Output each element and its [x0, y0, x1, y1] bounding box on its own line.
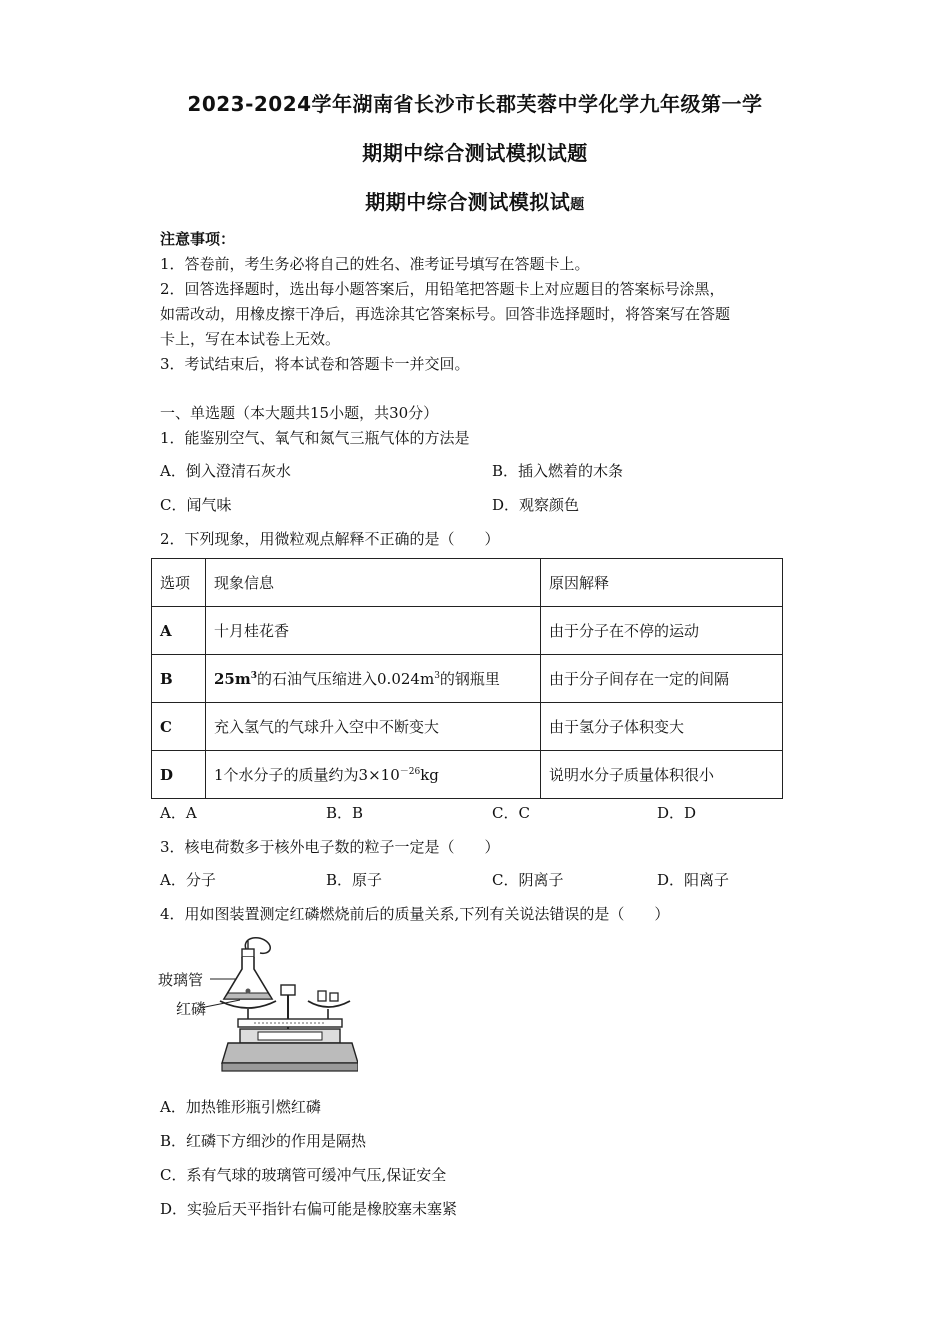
- notice-item-2-line-3: 卡上，写在本试卷上无效。: [160, 330, 341, 348]
- q4-option-c: C．系有气球的玻璃管可缓冲气压,保证安全: [160, 1166, 447, 1184]
- q2-header-phenomenon: 现象信息: [206, 559, 541, 607]
- q3-option-a: A．分子: [160, 871, 216, 889]
- q2-stem: 2．下列现象，用微粒观点解释不正确的是（ ）: [160, 530, 500, 548]
- q2-header-option: 选项: [152, 559, 206, 607]
- q2-row-d-phen-b: kg: [420, 766, 439, 784]
- notice-item-2-line-1: 2．回答选择题时，选出每小题答案后，用铅笔把答题卡上对应题目的答案标号涂黑，: [160, 280, 725, 298]
- q2-table: [151, 558, 783, 799]
- q2-row-c-reason: 由于氢分子体积变大: [541, 703, 783, 751]
- q2-header-reason: 原因解释: [541, 559, 783, 607]
- q3-option-c: C．阴离子: [492, 871, 564, 889]
- q1-stem: 1．能鉴别空气、氧气和氮气三瓶气体的方法是: [160, 429, 470, 447]
- q3-stem: 3．核电荷数多于核外电子数的粒子一定是（ ）: [160, 838, 500, 856]
- q2-row-b-reason: 由于分子间存在一定的间隔: [541, 655, 783, 703]
- table-row: [152, 751, 783, 799]
- q2-row-d-phen-a: 1个水分子的质量约为3×10: [214, 766, 400, 784]
- balance-apparatus-icon: [158, 935, 358, 1077]
- section-heading: 一、单选题（本大题共15小题，共30分）: [160, 404, 439, 422]
- q2-row-d-option: D: [152, 751, 206, 799]
- q1-option-c: C．闻气味: [160, 496, 232, 514]
- q4-stem: 4．用如图装置测定红磷燃烧前后的质量关系,下列有关说法错误的是（ ）: [160, 905, 670, 923]
- title-line-2: 期期中综合测试模拟试题: [362, 141, 588, 165]
- notice-heading: 注意事项：: [160, 230, 236, 248]
- fig-label-glass-tube: 玻璃管: [158, 971, 204, 989]
- q2-row-a-phenomenon: 十月桂花香: [206, 607, 541, 655]
- q2-row-a-option: A: [152, 607, 206, 655]
- q2-row-b-phenomenon: [206, 655, 541, 703]
- q2-row-d-reason: 说明水分子质量体积很小: [541, 751, 783, 799]
- q2-row-b-option: B: [152, 655, 206, 703]
- q2-option-b: B．B: [326, 804, 364, 822]
- q2-row-b-sup-2: 3: [434, 671, 440, 681]
- q1-option-b: B．插入燃着的木条: [492, 462, 624, 480]
- q4-option-a: A．加热锥形瓶引燃红磷: [160, 1098, 321, 1116]
- q2-table-header: [152, 559, 783, 607]
- q2-option-d: D．D: [657, 804, 697, 822]
- q3-option-d: D．阳离子: [657, 871, 730, 889]
- q4-apparatus-figure: [158, 935, 358, 1077]
- q1-option-d: D．观察颜色: [492, 496, 580, 514]
- q2-row-d-sup: －26: [399, 767, 421, 777]
- q1-option-a: A．倒入澄清石灰水: [160, 462, 291, 480]
- q2-option-c: C．C: [492, 804, 530, 822]
- table-row: [152, 703, 783, 751]
- q3-option-b: B．原子: [326, 871, 383, 889]
- q2-row-a-reason: 由于分子在不停的运动: [541, 607, 783, 655]
- notice-item-3: 3．考试结束后，将本试卷和答题卡一并交回。: [160, 355, 470, 373]
- notice-item-2-line-2: 如需改动，用橡皮擦干净后，再选涂其它答案标号。回答非选择题时，将答案写在答题: [160, 305, 731, 323]
- q2-row-c-phenomenon: 充入氢气的气球升入空中不断变大: [206, 703, 541, 751]
- q2-row-b-phen-b: 的石油气压缩进入0.024m: [257, 670, 435, 688]
- q2-row-b-phen-a: 25m: [214, 670, 251, 688]
- notice-item-1: 1．答卷前，考生务必将自己的姓名、准考证号填写在答题卡上。: [160, 255, 590, 273]
- q2-row-d-phenomenon: [206, 751, 541, 799]
- title-line-1: 2023-2024学年湖南省长沙市长郡芙蓉中学化学九年级第一学: [187, 92, 763, 116]
- title-line-3: [0, 186, 950, 215]
- q2-row-b-phen-c: 的钢瓶里: [439, 670, 500, 688]
- table-row: [152, 655, 783, 703]
- q4-option-b: B．红磷下方细沙的作用是隔热: [160, 1132, 367, 1150]
- q4-option-d: D．实验后天平指针右偏可能是橡胶塞未塞紧: [160, 1200, 458, 1218]
- title-line-3-small: 题: [570, 197, 585, 213]
- table-row: [152, 607, 783, 655]
- q2-row-b-sup-1: 3: [250, 671, 258, 681]
- fig-label-red-phosphorus: 红磷: [176, 1000, 207, 1018]
- q2-option-a: A．A: [160, 804, 197, 822]
- title-line-3-main: 期期中综合测试模拟试: [365, 190, 571, 214]
- q2-row-c-option: C: [152, 703, 206, 751]
